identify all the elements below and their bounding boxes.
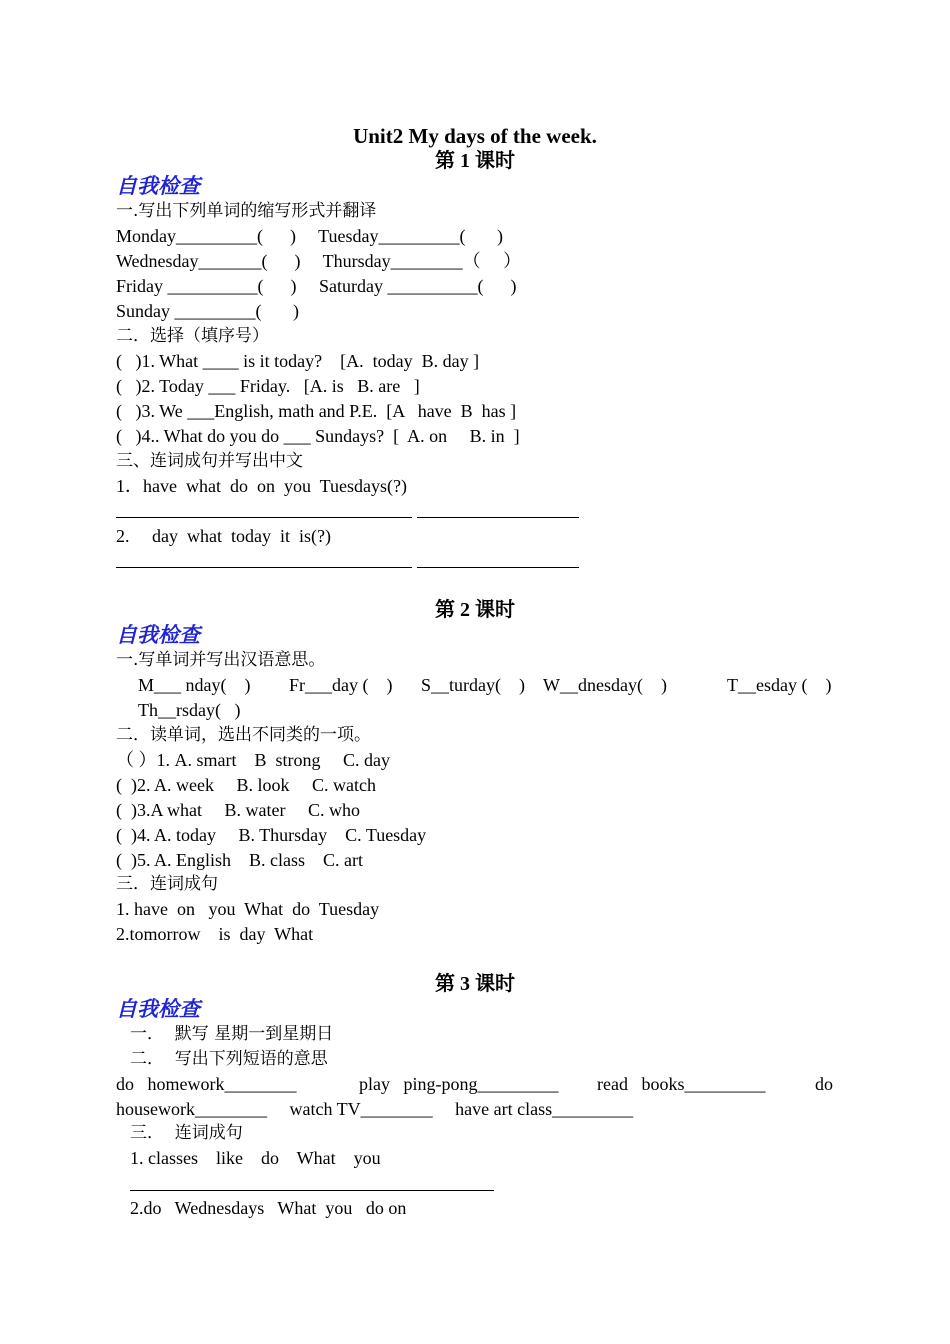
l2-word-saturday: S__turday( ) — [421, 675, 525, 695]
l3-phrase-ping-pong: play ping-pong_________ — [359, 1074, 559, 1094]
answer-line — [116, 517, 412, 518]
l2-odd-one-out-3: ( )3.A what B. water C. who — [116, 800, 360, 820]
l3-sentence-item-2: 2.do Wednesdays What you do on — [130, 1198, 407, 1218]
l2-word-friday: Fr___day ( ) — [289, 675, 393, 695]
l1-section-3-heading: 三、连词成句并写出中文 — [116, 451, 303, 471]
l3-sentence-item-1: 1. classes like do What you — [130, 1148, 381, 1168]
answer-line — [417, 517, 579, 518]
l2-word-wednesday: W__dnesday( ) — [543, 675, 667, 695]
self-check-heading-2: 自我检查 — [116, 623, 200, 647]
l1-abbrev-row-2: Wednesday_______( ) Thursday________（ ） — [116, 251, 522, 271]
l1-section-2-heading: 二．选择（填序号） — [116, 326, 269, 346]
l3-phrase-homework: do homework________ — [116, 1074, 297, 1094]
l3-section-1-heading: 一． 默写 星期一到星期日 — [130, 1024, 334, 1044]
l3-section-2-heading: 二． 写出下列短语的意思 — [130, 1049, 328, 1069]
l2-section-3-heading: 三．连词成句 — [116, 874, 218, 894]
l2-odd-one-out-1: （ ）1. A. smart B strong C. day — [116, 750, 390, 770]
self-check-heading-3: 自我检查 — [116, 997, 200, 1021]
l3-phrase-do: do — [815, 1074, 833, 1094]
l1-choice-item-2: ( )2. Today ___ Friday. [A. is B. are ] — [116, 376, 420, 396]
lesson-1-heading: 第 1 课时 — [435, 150, 515, 172]
l2-sentence-item-1: 1. have on you What do Tuesday — [116, 899, 380, 919]
lesson-3-heading: 第 3 课时 — [435, 973, 515, 995]
l1-abbrev-row-1: Monday_________( ) Tuesday_________( ) — [116, 226, 503, 246]
l2-word-monday: M___ nday( ) — [138, 675, 251, 695]
l1-choice-item-4: ( )4.. What do you do ___ Sundays? [ A. on B. in ] — [116, 426, 520, 446]
l3-phrase-read-books: read books_________ — [597, 1074, 766, 1094]
l2-word-thursday: Th__rsday( ) — [138, 700, 241, 720]
answer-line — [130, 1190, 494, 1191]
worksheet-title: Unit2 My days of the week. — [353, 124, 597, 148]
l2-odd-one-out-5: ( )5. A. English B. class C. art — [116, 850, 363, 870]
l3-section-3-heading: 三． 连词成句 — [130, 1123, 243, 1143]
l2-word-tuesday: T__esday ( ) — [727, 675, 832, 695]
l1-sentence-item-2: 2. day what today it is(?) — [116, 526, 331, 546]
l3-phrase-row-2: housework________ watch TV________ have art class_________ — [116, 1099, 634, 1119]
l1-choice-item-3: ( )3. We ___English, math and P.E. [A have B has ] — [116, 401, 517, 421]
l1-abbrev-row-4: Sunday _________( ) — [116, 301, 299, 321]
answer-line — [417, 567, 579, 568]
l1-section-1-heading: 一.写出下列单词的缩写形式并翻译 — [116, 201, 377, 221]
l1-abbrev-row-3: Friday __________( ) Saturday __________( ) — [116, 276, 517, 296]
l2-odd-one-out-4: ( )4. A. today B. Thursday C. Tuesday — [116, 825, 427, 845]
l2-sentence-item-2: 2.tomorrow is day What — [116, 924, 314, 944]
l1-sentence-item-1: 1．have what do on you Tuesdays(?) — [116, 476, 407, 496]
answer-line — [116, 567, 412, 568]
l2-odd-one-out-2: ( )2. A. week B. look C. watch — [116, 775, 376, 795]
l1-choice-item-1: ( )1. What ____ is it today? [A. today B. day ] — [116, 351, 480, 371]
self-check-heading-1: 自我检查 — [116, 174, 200, 198]
l2-section-2-heading: 二．读单词，选出不同类的一项。 — [116, 725, 371, 745]
l2-section-1-heading: 一.写单词并写出汉语意思。 — [116, 650, 326, 670]
lesson-2-heading: 第 2 课时 — [435, 599, 515, 621]
